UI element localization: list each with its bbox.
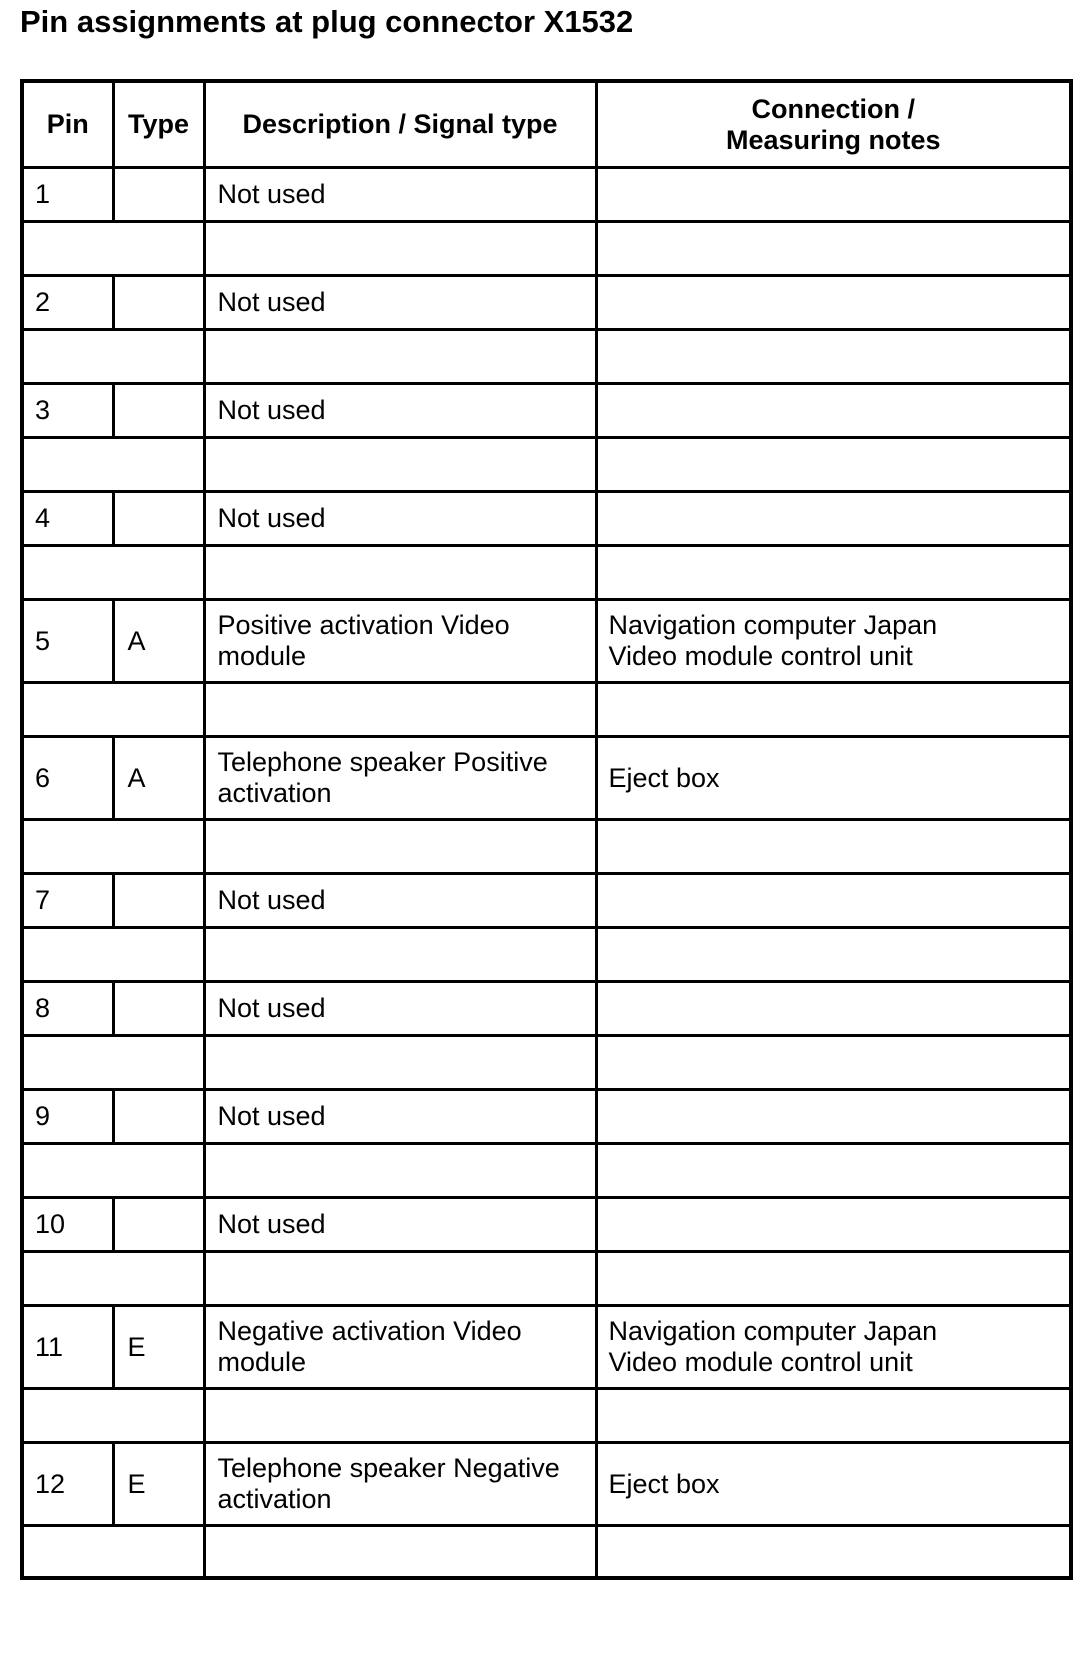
pin-cell: 2: [22, 276, 113, 330]
type-cell: [113, 168, 204, 222]
description-cell: Not used: [204, 384, 596, 438]
spacer-row: [22, 1144, 1071, 1198]
connection-cell: [596, 1198, 1071, 1252]
table-row: [22, 168, 1071, 222]
description-cell: Positive activation Video module: [204, 600, 596, 683]
spacer-row: [22, 928, 1071, 982]
pin-cell: 11: [22, 1306, 113, 1389]
description-cell: Not used: [204, 1090, 596, 1144]
connection-cell: [596, 492, 1071, 546]
pin-cell: 1: [22, 168, 113, 222]
type-cell: [113, 276, 204, 330]
table-row: [22, 1306, 1071, 1389]
description-cell: Not used: [204, 874, 596, 928]
header-connection-line1: Connection /: [751, 93, 915, 124]
pin-cell: 5: [22, 600, 113, 683]
header-type: Type: [113, 81, 204, 168]
connection-cell: Navigation computer Japan Video module control unit: [596, 600, 1071, 683]
type-cell: [113, 384, 204, 438]
connection-cell: [596, 1090, 1071, 1144]
type-cell: E: [113, 1306, 204, 1389]
type-cell: [113, 1198, 204, 1252]
spacer-row: [22, 1526, 1071, 1579]
connection-cell: [596, 384, 1071, 438]
table-row: [22, 737, 1071, 820]
description-cell: Telephone speaker Positive activation: [204, 737, 596, 820]
description-cell: Negative activation Video module: [204, 1306, 596, 1389]
description-cell: Not used: [204, 1198, 596, 1252]
connection-cell: [596, 276, 1071, 330]
table-row: [22, 982, 1071, 1036]
table-row: [22, 1443, 1071, 1526]
type-cell: [113, 1090, 204, 1144]
type-cell: [113, 874, 204, 928]
table-row: [22, 276, 1071, 330]
header-description: Description / Signal type: [204, 81, 596, 168]
description-cell: Not used: [204, 168, 596, 222]
pin-cell: 7: [22, 874, 113, 928]
pin-cell: 6: [22, 737, 113, 820]
table-header-row: [22, 81, 1071, 168]
header-connection: [596, 81, 1071, 168]
spacer-row: [22, 330, 1071, 384]
pin-assignment-table: [20, 79, 1073, 1580]
type-cell: [113, 982, 204, 1036]
table-row: [22, 1090, 1071, 1144]
spacer-row: [22, 1036, 1071, 1090]
connection-cell: Navigation computer Japan Video module control unit: [596, 1306, 1071, 1389]
description-cell: Telephone speaker Negative activation: [204, 1443, 596, 1526]
type-cell: A: [113, 600, 204, 683]
spacer-row: [22, 820, 1071, 874]
spacer-row: [22, 1252, 1071, 1306]
pin-cell: 8: [22, 982, 113, 1036]
spacer-row: [22, 222, 1071, 276]
connection-cell: [596, 982, 1071, 1036]
pin-cell: 10: [22, 1198, 113, 1252]
header-connection-line2: Measuring notes: [725, 124, 941, 155]
spacer-row: [22, 1389, 1071, 1443]
pin-cell: 12: [22, 1443, 113, 1526]
table-row: [22, 492, 1071, 546]
type-cell: [113, 492, 204, 546]
connection-cell: [596, 168, 1071, 222]
type-cell: A: [113, 737, 204, 820]
page-title: Pin assignments at plug connector X1532: [20, 4, 634, 39]
spacer-row: [22, 546, 1071, 600]
spacer-row: [22, 683, 1071, 737]
table-row: [22, 600, 1071, 683]
table-row: [22, 1198, 1071, 1252]
description-cell: Not used: [204, 982, 596, 1036]
connection-cell: [596, 874, 1071, 928]
table-row: [22, 874, 1071, 928]
type-cell: E: [113, 1443, 204, 1526]
description-cell: Not used: [204, 492, 596, 546]
pin-cell: 9: [22, 1090, 113, 1144]
spacer-row: [22, 438, 1071, 492]
pin-cell: 3: [22, 384, 113, 438]
table-row: [22, 384, 1071, 438]
pin-cell: 4: [22, 492, 113, 546]
description-cell: Not used: [204, 276, 596, 330]
connection-cell: Eject box: [596, 1443, 1071, 1526]
connection-cell: Eject box: [596, 737, 1071, 820]
header-pin: Pin: [22, 81, 113, 168]
